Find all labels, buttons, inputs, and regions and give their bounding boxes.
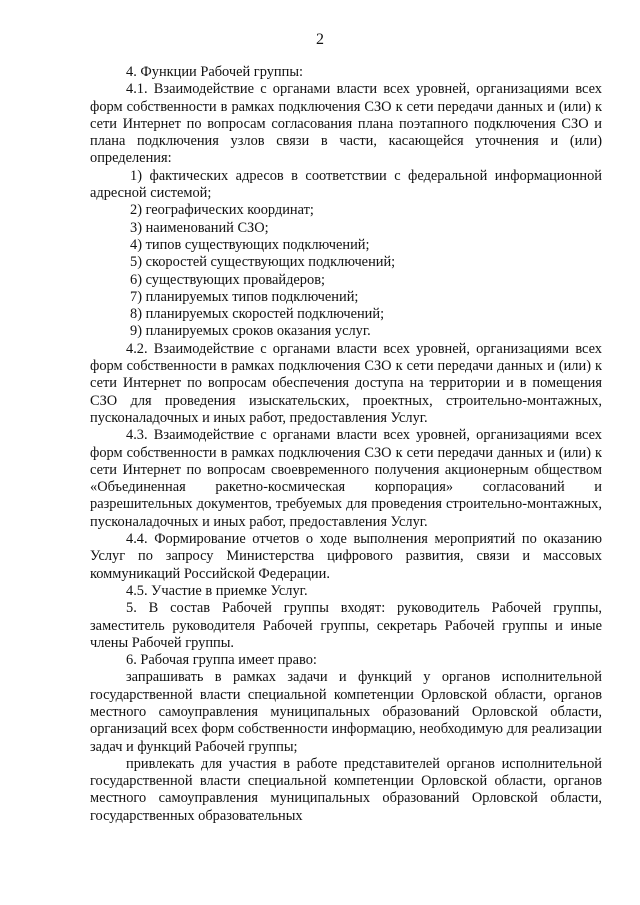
list-item-8: 8) планируемых скоростей подключений; [130,306,385,323]
list-item-1: 1) фактических адресов в соответствии с федеральной информационной адресной системой; [90,167,602,202]
paragraph-4-2: 4.2. Взаимодействие с органами власти всех уровней, организациями всех форм собственности в рамках подключения СЗО к сети передачи данных и (или) к сети Интернет по вопросам обеспечения доступа на территории и в помещения СЗО для проведения изыскательских, проектных, строительно-монтажных, пусконаладочных и иных работ, предоставления Услуг. [90,340,602,426]
paragraph-right-request: запрашивать в рамках задачи и функций у органов исполнительной государственной власти специальной компетенции Орловской области, органов местного самоуправления муниципальных образований Орловской области, организаций всех форм собственности информацию, необходимую для реализации задач и функций Рабочей группы; [90,669,602,755]
paragraph-right-involve: привлекать для участия в работе представителей органов исполнительной государственной власти специальной компетенции Орловской области, органов местного самоуправления муниципальных образований Орловской области, государственных образовательных [90,755,602,824]
paragraph-5: 5. В состав Рабочей группы входят: руководитель Рабочей группы, заместитель руководителя Рабочей группы, секретарь Рабочей группы и иные члены Рабочей группы. [90,600,602,651]
paragraph-4-1: 4.1. Взаимодействие с органами власти всех уровней, организациями всех форм собственности в рамках подключения СЗО к сети передачи данных и (или) к сети Интернет по вопросам согласования плана поэтапного подключения СЗО и плана подключения узлов связи в части, касающейся уточнения и (или) определения: [90,81,602,167]
list-item-2: 2) географических координат; [130,202,314,219]
paragraph-4-4: 4.4. Формирование отчетов о ходе выполнения мероприятий по оказанию Услуг по запросу Министерства цифрового развития, связи и массовых коммуникаций Российской Федерации. [90,531,602,582]
section-heading-functions: 4. Функции Рабочей группы: [126,64,303,80]
list-item-9: 9) планируемых сроков оказания услуг. [130,323,371,340]
list-item-5: 5) скоростей существующих подключений; [130,254,396,271]
list-item-7: 7) планируемых типов подключений; [130,288,359,305]
document-body [90,64,602,825]
list-item-3: 3) наименований СЗО; [130,219,269,236]
list-item-6: 6) существующих провайдеров; [130,271,325,288]
paragraph-6: 6. Рабочая группа имеет право: [126,652,317,669]
page-number: 2 [316,31,324,48]
paragraph-4-3: 4.3. Взаимодействие с органами власти всех уровней, организациями всех форм собственности в рамках подключения СЗО к сети передачи данных и (или) к сети Интернет по вопросам своевременного получения акционерным обществом «Объединенная ракетно-космическая корпорация» согласований и разрешительных документов, требуемых для проведения строительно-монтажных, пусконаладочных и иных работ, предоставления Услуг. [90,427,602,530]
paragraph-4-5: 4.5. Участие в приемке Услуг. [126,582,308,599]
list-item-4: 4) типов существующих подключений; [130,236,370,253]
